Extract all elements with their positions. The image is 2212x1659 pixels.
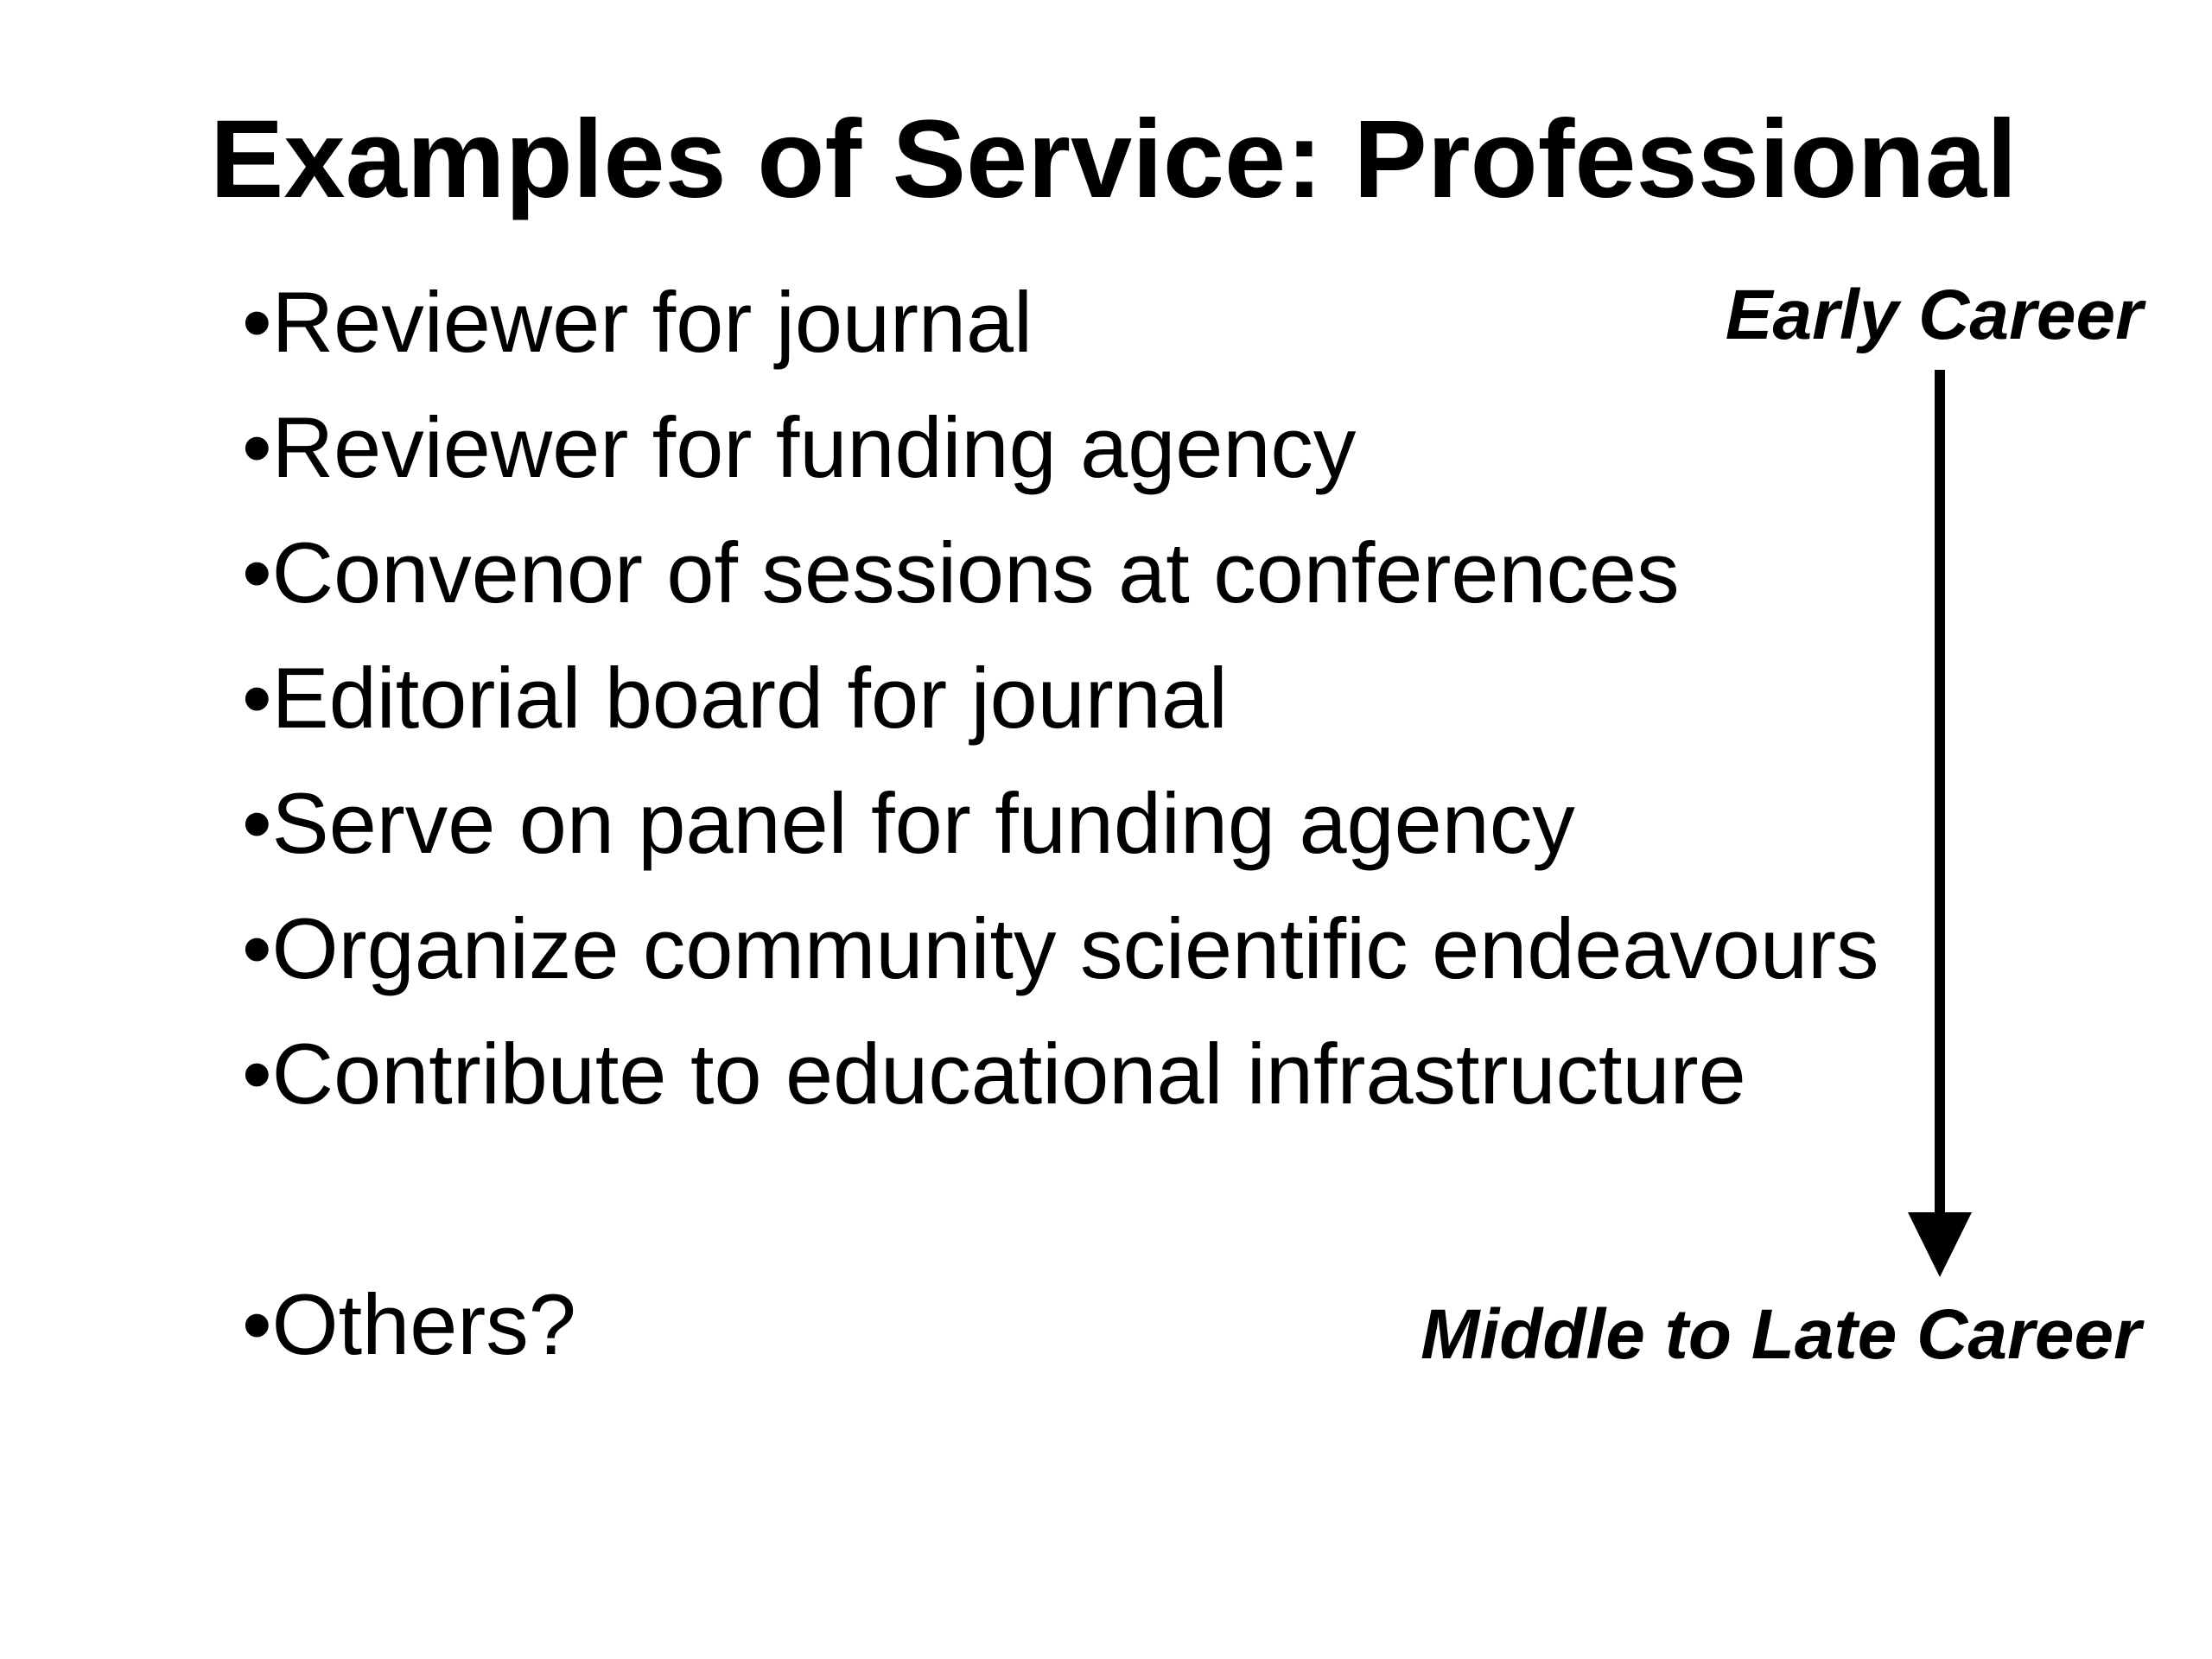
list-item-text: Others? <box>271 1276 576 1372</box>
bullet-icon: • <box>242 274 272 370</box>
list-item-text: Organize community scientific endeavours <box>271 900 1879 996</box>
list-item-text: Reviewer for journal <box>271 274 1033 370</box>
list-item <box>242 510 1879 635</box>
list-item-text: Reviewer for funding agency <box>271 399 1357 495</box>
early-career-label: Early Career <box>1725 276 2143 354</box>
list-item-text: Editorial board for journal <box>271 650 1228 746</box>
list-item <box>242 886 1879 1011</box>
list-item-text: Serve on panel for funding agency <box>271 775 1575 871</box>
late-career-label: Middle to Late Career <box>1421 1295 2141 1374</box>
list-item <box>242 385 1879 510</box>
bullet-icon: • <box>242 900 272 996</box>
bullet-icon: • <box>242 650 272 746</box>
arrow-head <box>1908 1212 1972 1277</box>
list-item-text: Contribute to educational infrastructure <box>271 1026 1746 1122</box>
down-arrow-icon <box>1905 370 1974 1277</box>
bullet-icon: • <box>242 1026 272 1122</box>
bullet-icon: • <box>242 775 272 871</box>
slide-title: Examples of Service: Professional <box>210 98 2018 221</box>
list-item <box>242 1011 1879 1136</box>
list-item <box>242 635 1879 760</box>
bullet-icon: • <box>242 524 272 620</box>
bullet-icon: • <box>242 399 272 495</box>
list-item-text: Convenor of sessions at conferences <box>271 524 1680 620</box>
list-item <box>242 259 1879 385</box>
bullet-icon: • <box>242 1276 272 1372</box>
list-item <box>242 760 1879 886</box>
arrow-shaft <box>1935 370 1945 1221</box>
bullet-list <box>242 259 1879 1387</box>
